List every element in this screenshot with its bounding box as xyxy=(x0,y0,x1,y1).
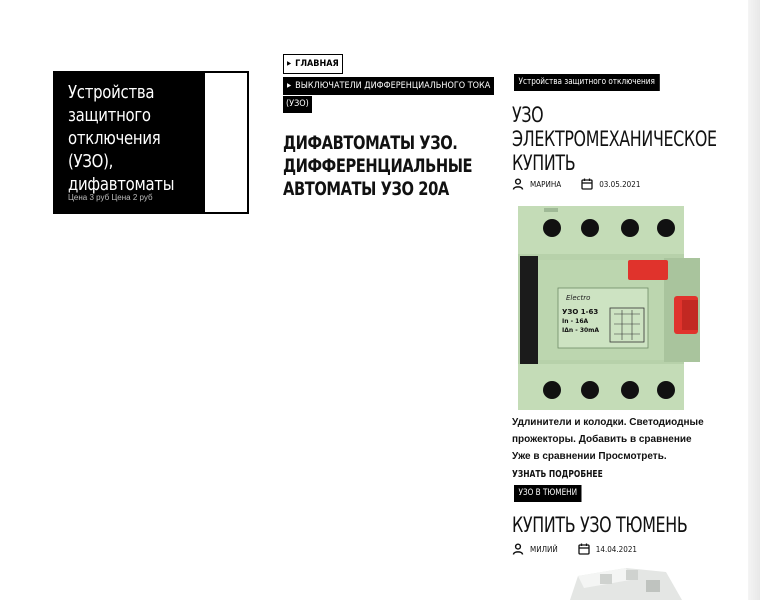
breadcrumb-home-label: ГЛАВНАЯ xyxy=(295,59,339,69)
triangle-right-icon: ▶ xyxy=(287,82,292,89)
article-excerpt: Удлинители и колодки. Светодиодные прожекторы. Добавить в сравнение Уже в сравнении Просмотреть. xyxy=(512,417,704,462)
rcd-device-photo[interactable] xyxy=(566,566,686,600)
rcd-device-photo[interactable] xyxy=(514,204,702,412)
article-title[interactable]: КУПИТЬ УЗО ТЮМЕНЬ xyxy=(512,513,688,537)
article-meta xyxy=(512,543,637,555)
breadcrumb-category-cont-label: (УЗО) xyxy=(286,99,309,109)
calendar-icon xyxy=(578,543,590,555)
page-edge-shadow xyxy=(748,0,760,600)
user-icon xyxy=(512,178,524,190)
read-more-link[interactable]: УЗНАТЬ ПОДРОБНЕЕ xyxy=(512,469,603,480)
device-brand-label: Electro xyxy=(566,294,591,302)
site-title[interactable]: Устройства защитного отключения (УЗО), дифавтоматы xyxy=(68,82,175,195)
article-date: 03.05.2021 xyxy=(599,179,641,189)
site-logo[interactable] xyxy=(53,71,249,214)
user-icon xyxy=(512,543,524,555)
site-subtitle: Цена 3 руб Цена 2 руб xyxy=(68,193,153,202)
page-title: ДИФАВТОМАТЫ УЗО. ДИФФЕРЕНЦИАЛЬНЫЕ АВТОМАТЫ УЗО 20А xyxy=(283,132,473,200)
calendar-icon xyxy=(581,178,593,190)
breadcrumb-category-label: ВЫКЛЮЧАТЕЛИ ДИФФЕРЕНЦИАЛЬНОГО ТОКА xyxy=(295,81,491,91)
breadcrumb-category-cont[interactable] xyxy=(283,96,312,113)
breadcrumb-home[interactable] xyxy=(283,54,343,74)
device-current-label: In - 16A xyxy=(562,318,589,325)
article-date: 14.04.2021 xyxy=(595,544,637,554)
article-title[interactable]: УЗО ЭЛЕКТРОМЕХАНИЧЕСКОЕ КУПИТЬ xyxy=(512,103,717,175)
triangle-right-icon: ▶ xyxy=(287,60,292,67)
device-leakage-label: IΔn - 30mA xyxy=(562,327,600,334)
article-meta xyxy=(512,178,640,190)
article-author[interactable]: МАРИНА xyxy=(530,179,562,189)
article-author[interactable]: МИЛИЙ xyxy=(530,544,558,554)
breadcrumb-category[interactable] xyxy=(283,77,494,95)
article-category-tag[interactable]: Устройства защитного отключения xyxy=(514,74,659,91)
article-category-tag[interactable]: УЗО В ТЮМЕНИ xyxy=(514,485,582,502)
device-model-label: УЗО 1-63 xyxy=(562,308,599,316)
logo-dark-panel xyxy=(55,73,205,212)
